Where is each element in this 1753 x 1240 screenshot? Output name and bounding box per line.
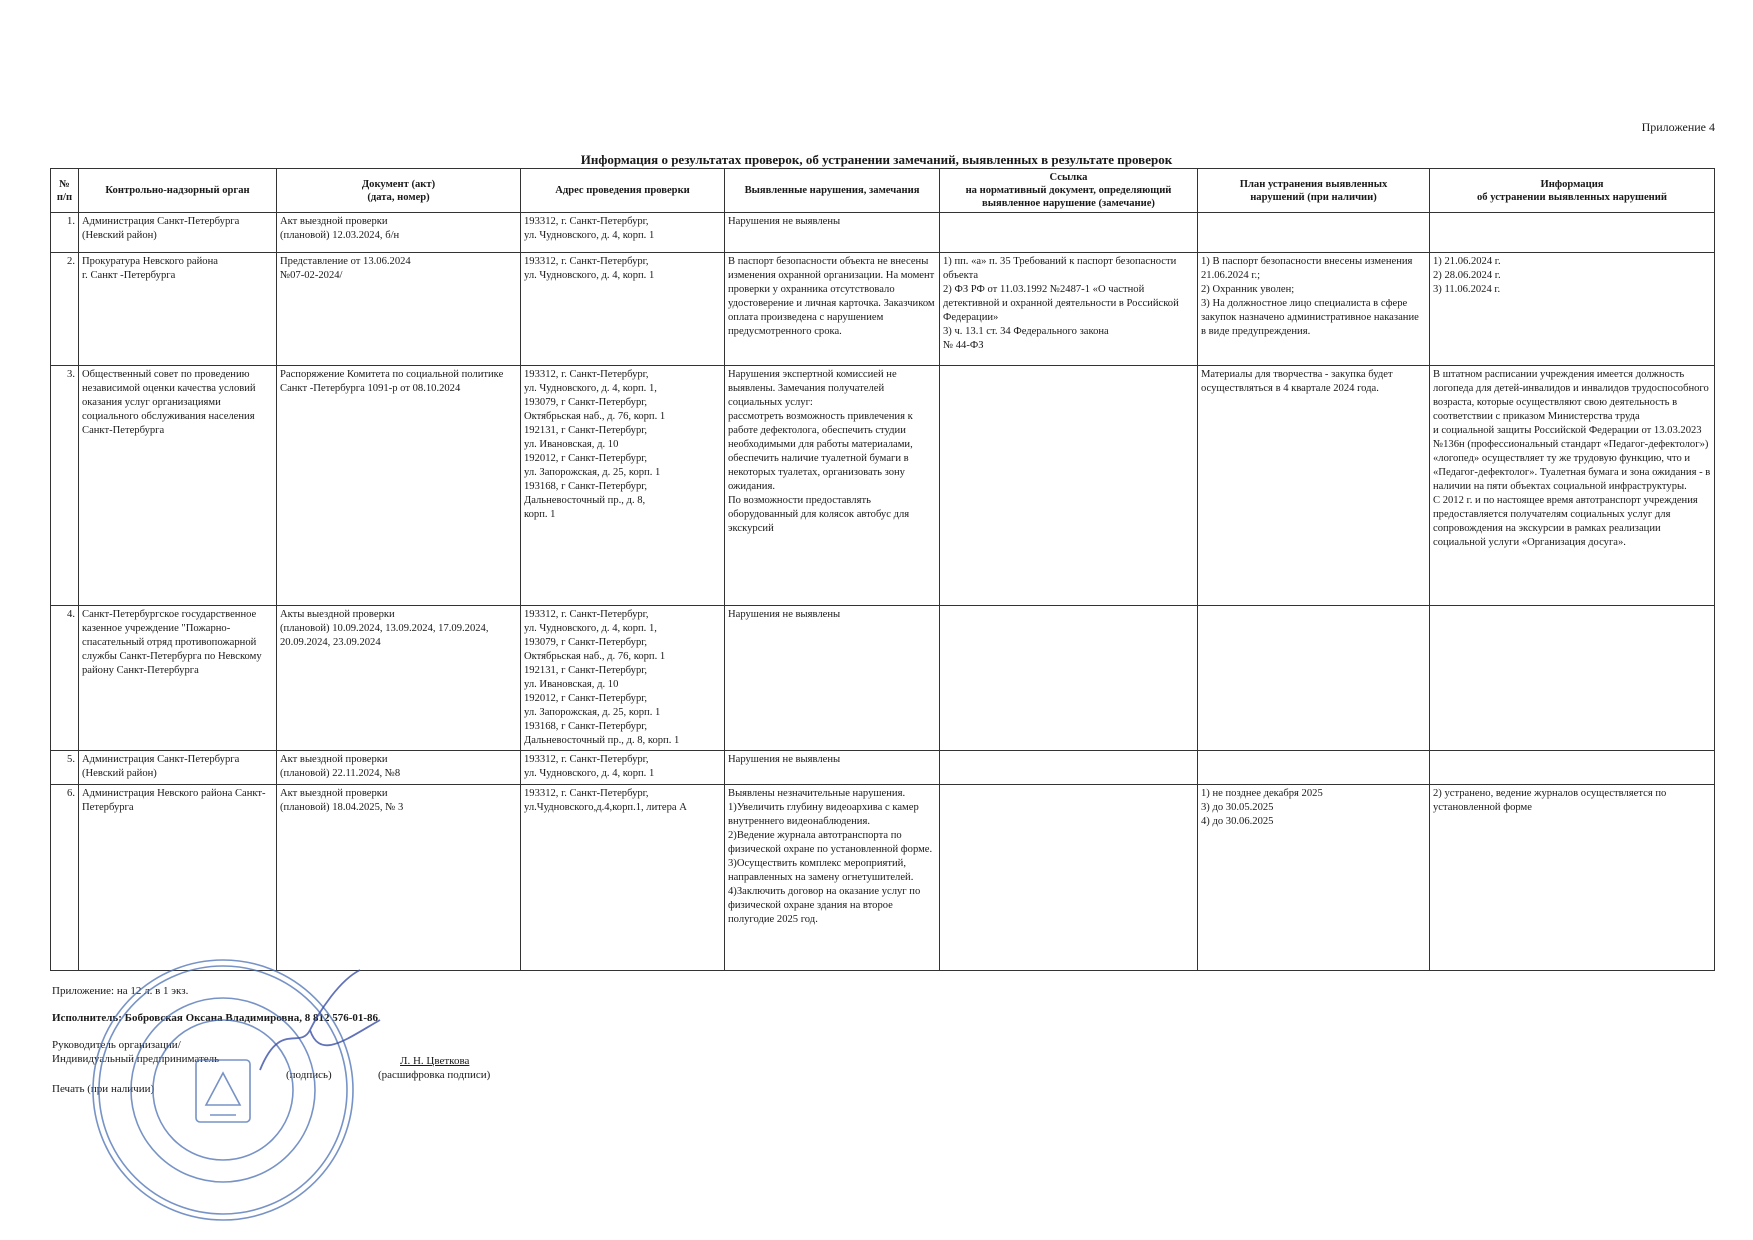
row-number: 5. — [51, 751, 79, 785]
cell-authority: Администрация Санкт-Петербурга (Невский район) — [79, 213, 277, 253]
col-header-address: Адрес проведения проверки — [521, 169, 725, 213]
cell-violations: Нарушения не выявлены — [725, 213, 940, 253]
head-label-line2: Индивидуальный предприниматель — [52, 1053, 220, 1065]
cell-authority: Администрация Санкт-Петербурга (Невский район) — [79, 751, 277, 785]
cell-plan — [1198, 751, 1430, 785]
col-header-document: Документ (акт) (дата, номер) — [277, 169, 521, 213]
cell-authority: Администрация Невского района Санкт-Петербурга — [79, 785, 277, 971]
col-header-reference: Ссылка на нормативный документ, определяющий выявленное нарушение (замечание) — [940, 169, 1198, 213]
table-row — [51, 213, 1715, 253]
cell-address: 193312, г. Санкт-Петербург, ул. Чудновского, д. 4, корп. 1 — [521, 253, 725, 366]
table-row — [51, 751, 1715, 785]
cell-plan: Материалы для творчества - закупка будет осуществляться в 4 квартале 2024 года. — [1198, 366, 1430, 606]
cell-authority: Общественный совет по проведению независимой оценки качества условий оказания услуг организациями социального обслуживания населения Санкт-Петербурга — [79, 366, 277, 606]
cell-info — [1430, 213, 1715, 253]
row-number: 2. — [51, 253, 79, 366]
cell-address: 193312, г. Санкт-Петербург, ул.Чудновского,д.4,корп.1, литера А — [521, 785, 725, 971]
row-number: 3. — [51, 366, 79, 606]
row-number: 4. — [51, 606, 79, 751]
table-row — [51, 366, 1715, 606]
cell-info — [1430, 606, 1715, 751]
cell-violations: В паспорт безопасности объекта не внесены изменения охранной организации. На момент проверки у охранника отсутствовало удостоверение и личная карточка. Заказчиком оплата произведена с нарушением предусмотренного срока. — [725, 253, 940, 366]
cell-document: Акты выездной проверки (плановой) 10.09.2024, 13.09.2024, 17.09.2024, 20.09.2024, 23.09.2024 — [277, 606, 521, 751]
cell-address: 193312, г. Санкт-Петербург, ул. Чудновского, д. 4, корп. 1, 193079, г Санкт-Петербург, Октябрьская наб., д. 76, корп. 1 192131, г Санкт-Петербург, ул. Ивановская, д. 10 192012, г Санкт-Петербург, ул. Запорожская, д. 25, корп. 1 193168, г Санкт-Петербург, Дальневосточный пр., д. 8, корп. 1 — [521, 606, 725, 751]
row-number: 1. — [51, 213, 79, 253]
col-header-plan: План устранения выявленных нарушений (при наличии) — [1198, 169, 1430, 213]
cell-reference: 1) пп. «а» п. 35 Требований к паспорт безопасности объекта 2) ФЗ РФ от 11.03.1992 №2487-1 «О частной детективной и охранной деятельности в Российской Федерации» 3) ч. 13.1 ст. 34 Федерального закона № 44-ФЗ — [940, 253, 1198, 366]
signature-caption: (подпись) — [286, 1069, 332, 1081]
table-row — [51, 253, 1715, 366]
cell-plan — [1198, 213, 1430, 253]
cell-address: 193312, г. Санкт-Петербург, ул. Чудновского, д. 4, корп. 1 — [521, 213, 725, 253]
document-title: Информация о результатах проверок, об устранении замечаний, выявленных в результате проверок — [580, 152, 1173, 167]
cell-violations: Нарушения не выявлены — [725, 751, 940, 785]
cell-address: 193312, г. Санкт-Петербург, ул. Чудновского, д. 4, корп. 1, 193079, г Санкт-Петербург, Октябрьская наб., д. 76, корп. 1 192131, г Санкт-Петербург, ул. Ивановская, д. 10 192012, г Санкт-Петербург, ул. Запорожская, д. 25, корп. 1 193168, г Санкт-Петербург, Дальневосточный пр., д. 8, корп. 1 — [521, 366, 725, 606]
cell-violations: Нарушения экспертной комиссией не выявлены. Замечания получателей социальных услуг: рассмотреть возможность привлечения к работе дефектолога, обеспечить студии необходимыми для работы материалами, обеспечить наличие туалетной бумаги в некоторых туалетах, организовать зону ожидания. По возможности предоставлять оборудованный для колясок автобус для экскурсий — [725, 366, 940, 606]
cell-reference — [940, 606, 1198, 751]
cell-reference — [940, 751, 1198, 785]
cell-plan: 1) не позднее декабря 2025 3) до 30.05.2025 4) до 30.06.2025 — [1198, 785, 1430, 971]
cell-info: В штатном расписании учреждения имеется должность логопеда для детей-инвалидов и инвалидов трудоспособного возраста, которые осуществляют свою деятельность в соответствии с приказом Министерства труда и социальной защиты Российской Федерации от 13.03.2023 №136н (профессиональный стандарт «Педагог-дефектолог») «логопед» осуществляет ту же трудовую функцию, что и «Педагог-дефектолог». Туалетная бумага и зона ожидания - в наличии на пяти объектах социальной инфраструктуры. С 2012 г. и по настоящее время автотранспорт учреждения предоставляется получателям социальных услуг для сопровождения на экскурсии в рамках реализации социальной услуги «Организация досуга». — [1430, 366, 1715, 606]
seal-label: Печать (при наличии) — [52, 1083, 155, 1095]
inspection-results-table — [50, 168, 1715, 971]
attachment-note: Приложение: на 12 л. в 1 экз. — [52, 985, 189, 997]
table-row — [51, 606, 1715, 751]
cell-authority: Санкт-Петербургское государственное казенное учреждение "Пожарно-спасательный отряд противопожарной службы Санкт-Петербурга по Невскому району Санкт-Петербурга — [79, 606, 277, 751]
cell-reference — [940, 366, 1198, 606]
cell-plan — [1198, 606, 1430, 751]
cell-document: Акт выездной проверки (плановой) 22.11.2024, №8 — [277, 751, 521, 785]
cell-authority: Прокуратура Невского района г. Санкт -Петербурга — [79, 253, 277, 366]
head-label-line1: Руководитель организации/ — [52, 1039, 181, 1051]
table-header-row — [51, 169, 1715, 213]
col-header-number: № п/п — [51, 169, 79, 213]
cell-reference — [940, 213, 1198, 253]
table-row — [51, 785, 1715, 971]
cell-address: 193312, г. Санкт-Петербург, ул. Чудновского, д. 4, корп. 1 — [521, 751, 725, 785]
row-number: 6. — [51, 785, 79, 971]
col-header-info: Информация об устранении выявленных нарушений — [1430, 169, 1715, 213]
cell-info — [1430, 751, 1715, 785]
col-header-violations: Выявленные нарушения, замечания — [725, 169, 940, 213]
col-header-authority: Контрольно-надзорный орган — [79, 169, 277, 213]
cell-info: 2) устранено, ведение журналов осуществляется по установленной форме — [1430, 785, 1715, 971]
cell-plan: 1) В паспорт безопасности внесены изменения 21.06.2024 г.; 2) Охранник уволен; 3) На должностное лицо специалиста в сфере закупок назначено административное наказание в виде предупреждения. — [1198, 253, 1430, 366]
signer-name: Л. Н. Цветкова — [400, 1055, 470, 1067]
cell-reference — [940, 785, 1198, 971]
annex-label: Приложение 4 — [1641, 120, 1715, 134]
cell-violations: Выявлены незначительные нарушения. 1)Увеличить глубину видеоархива с камер внутреннего видеонаблюдения. 2)Ведение журнала автотранспорта по физической охране по установленной форме. 3)Осуществить комплекс мероприятий, направленных на замену огнетушителей. 4)Заключить договор на оказание услуг по физической охране здания на второе полугодие 2025 год. — [725, 785, 940, 971]
handwritten-signature — [250, 960, 390, 1080]
cell-info: 1) 21.06.2024 г. 2) 28.06.2024 г. 3) 11.06.2024 г. — [1430, 253, 1715, 366]
cell-document: Распоряжение Комитета по социальной политике Санкт -Петербурга 1091-р от 08.10.2024 — [277, 366, 521, 606]
cell-document: Акт выездной проверки (плановой) 18.04.2025, № 3 — [277, 785, 521, 971]
cell-document: Акт выездной проверки (плановой) 12.03.2024, б/н — [277, 213, 521, 253]
cell-violations: Нарушения не выявлены — [725, 606, 940, 751]
cell-document: Представление от 13.06.2024 №07-02-2024/ — [277, 253, 521, 366]
decoding-caption: (расшифровка подписи) — [378, 1069, 491, 1081]
executor-line: Исполнитель: Бобровская Оксана Владимировна, 8 812 576-01-86 — [52, 1012, 379, 1024]
